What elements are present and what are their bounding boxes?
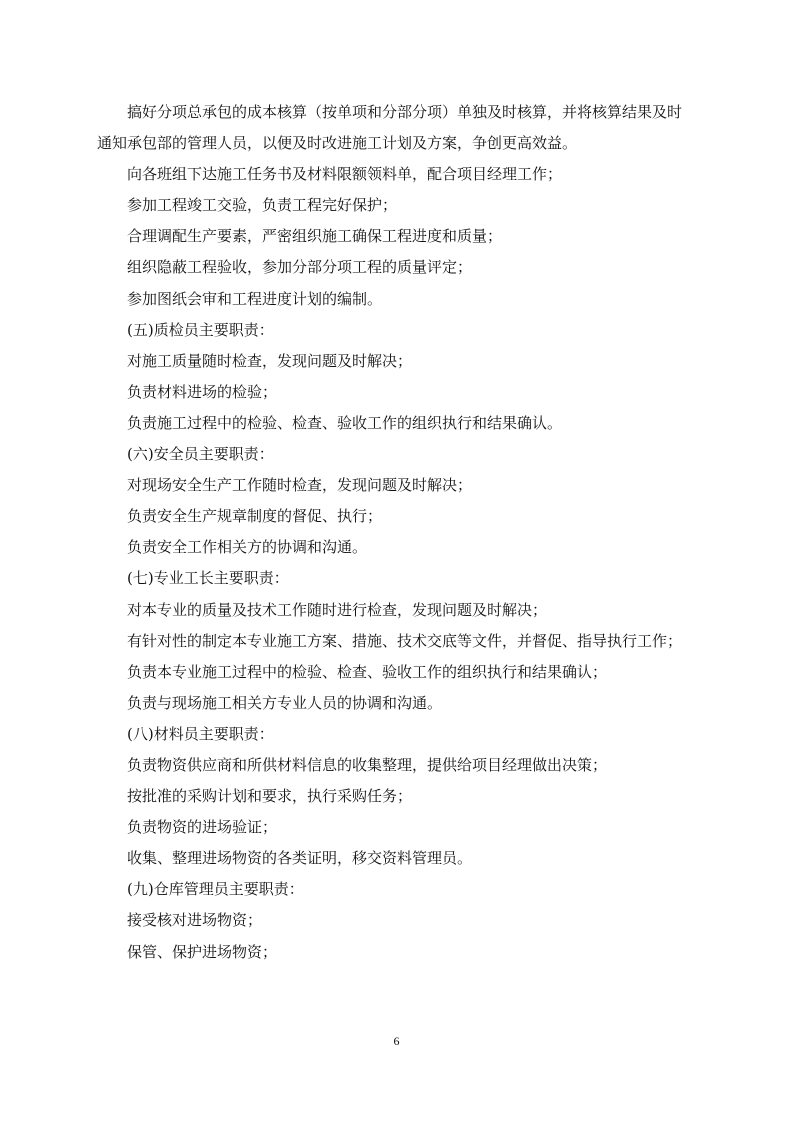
paragraph-line: 负责施工过程中的检验、检查、验收工作的组织执行和结果确认。 [127, 413, 563, 432]
paragraph-line: 负责材料进场的检验； [127, 382, 278, 401]
paragraph-line: 通知承包部的管理人员，以便及时改进施工计划及方案，争创更高效益。 [97, 134, 578, 153]
section-heading: (七)专业工长主要职责： [127, 569, 289, 588]
paragraph-line: 负责安全生产规章制度的督促、执行； [127, 507, 383, 526]
paragraph-line: 接受核对进场物资； [127, 911, 263, 930]
paragraph-line: 有针对性的制定本专业施工方案、措施、技术交底等文件，并督促、指导执行工作； [127, 631, 683, 650]
paragraph-line: 对本专业的质量及技术工作随时进行检查，发现问题及时解决； [127, 600, 548, 619]
section-heading: (六)安全员主要职责： [127, 445, 274, 464]
paragraph-line: 负责物资的进场验证； [127, 818, 278, 837]
paragraph-line: 负责与现场施工相关方专业人员的协调和沟通。 [127, 693, 443, 712]
paragraph-line: 按批准的采购计划和要求，执行采购任务； [127, 787, 413, 806]
paragraph-line: 对施工质量随时检查，发现问题及时解决； [127, 351, 413, 370]
paragraph-line: 向各班组下达施工任务书及材料限额领料单，配合项目经理工作； [127, 165, 563, 184]
body-text [97, 97, 727, 968]
paragraph-line: 负责安全工作相关方的协调和沟通。 [127, 538, 368, 557]
paragraph-line: 参加图纸会审和工程进度计划的编制。 [127, 289, 383, 308]
paragraph-line: 对现场安全生产工作随时检查，发现问题及时解决； [127, 476, 473, 495]
paragraph-line: 参加工程竣工交验，负责工程完好保护； [127, 196, 398, 215]
paragraph-line: 组织隐蔽工程验收，参加分部分项工程的质量评定； [127, 258, 473, 277]
section-heading: (九)仓库管理员主要职责： [127, 880, 304, 899]
paragraph-line: 搞好分项总承包的成本核算（按单项和分部分项）单独及时核算，并将核算结果及时 [127, 103, 683, 121]
paragraph-line: 收集、整理进场物资的各类证明，移交资料管理员。 [127, 849, 473, 868]
paragraph-line: 保管、保护进场物资； [127, 942, 278, 961]
section-heading: (五)质检员主要职责： [127, 320, 274, 339]
section-heading: (八)材料员主要职责： [127, 724, 274, 743]
page-number: 6 [393, 1034, 400, 1048]
paragraph-line: 负责本专业施工过程中的检验、检查、验收工作的组织执行和结果确认； [127, 662, 608, 681]
paragraph-line: 合理调配生产要素，严密组织施工确保工程进度和质量； [127, 227, 503, 246]
paragraph-line: 负责物资供应商和所供材料信息的收集整理，提供给项目经理做出决策； [127, 755, 608, 774]
